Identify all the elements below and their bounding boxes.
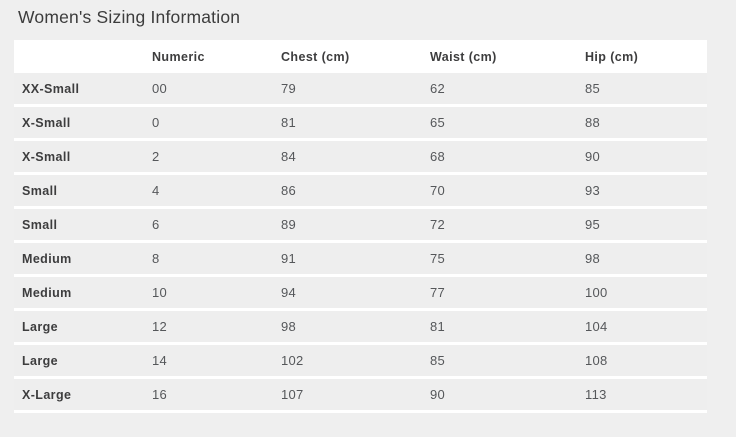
hip-cell: 100 bbox=[585, 285, 608, 300]
waist-cell: 72 bbox=[430, 217, 446, 232]
numeric-cell: 8 bbox=[152, 251, 160, 266]
size-label-cell: Large bbox=[22, 319, 59, 334]
waist-cell: 70 bbox=[430, 183, 446, 198]
table-row bbox=[14, 175, 707, 209]
size-label-cell: X-Large bbox=[22, 387, 72, 402]
hip-cell: 85 bbox=[585, 81, 601, 96]
numeric-cell: 16 bbox=[152, 387, 168, 402]
numeric-cell: 0 bbox=[152, 115, 160, 130]
table-row bbox=[14, 277, 707, 311]
table-row bbox=[14, 311, 707, 345]
table-row bbox=[14, 107, 707, 141]
header-cell-waist: Waist (cm) bbox=[430, 49, 497, 64]
chest-cell: 94 bbox=[281, 285, 297, 300]
hip-cell: 88 bbox=[585, 115, 601, 130]
numeric-cell: 14 bbox=[152, 353, 168, 368]
size-label-cell: XX-Small bbox=[22, 81, 80, 96]
table-header-row bbox=[14, 40, 707, 73]
size-label-cell: Small bbox=[22, 183, 58, 198]
hip-cell: 93 bbox=[585, 183, 601, 198]
hip-cell: 90 bbox=[585, 149, 601, 164]
table-row bbox=[14, 73, 707, 107]
numeric-cell: 2 bbox=[152, 149, 160, 164]
numeric-cell: 00 bbox=[152, 81, 168, 96]
size-label-cell: Large bbox=[22, 353, 59, 368]
size-label-cell: X-Small bbox=[22, 149, 71, 164]
size-label-cell: Medium bbox=[22, 251, 72, 266]
numeric-cell: 6 bbox=[152, 217, 160, 232]
size-label-cell: X-Small bbox=[22, 115, 71, 130]
chest-cell: 91 bbox=[281, 251, 297, 266]
table-row bbox=[14, 379, 707, 413]
chest-cell: 84 bbox=[281, 149, 297, 164]
waist-cell: 62 bbox=[430, 81, 446, 96]
table-row bbox=[14, 345, 707, 379]
hip-cell: 98 bbox=[585, 251, 601, 266]
numeric-cell: 12 bbox=[152, 319, 168, 334]
size-label-cell: Small bbox=[22, 217, 58, 232]
numeric-cell: 10 bbox=[152, 285, 168, 300]
header-cell-numeric: Numeric bbox=[152, 49, 205, 64]
table-row bbox=[14, 141, 707, 175]
size-label-cell: Medium bbox=[22, 285, 72, 300]
waist-cell: 85 bbox=[430, 353, 446, 368]
header-cell-chest: Chest (cm) bbox=[281, 49, 350, 64]
table-row bbox=[14, 209, 707, 243]
waist-cell: 65 bbox=[430, 115, 446, 130]
table-body bbox=[14, 73, 707, 413]
chest-cell: 81 bbox=[281, 115, 297, 130]
table-row bbox=[14, 243, 707, 277]
chest-cell: 89 bbox=[281, 217, 297, 232]
waist-cell: 77 bbox=[430, 285, 446, 300]
waist-cell: 68 bbox=[430, 149, 446, 164]
chest-cell: 79 bbox=[281, 81, 297, 96]
hip-cell: 108 bbox=[585, 353, 608, 368]
hip-cell: 104 bbox=[585, 319, 608, 334]
waist-cell: 75 bbox=[430, 251, 446, 266]
sizing-table bbox=[14, 40, 707, 413]
header-cell-hip: Hip (cm) bbox=[585, 49, 639, 64]
numeric-cell: 4 bbox=[152, 183, 160, 198]
chest-cell: 86 bbox=[281, 183, 297, 198]
waist-cell: 90 bbox=[430, 387, 446, 402]
hip-cell: 95 bbox=[585, 217, 601, 232]
chest-cell: 98 bbox=[281, 319, 297, 334]
hip-cell: 113 bbox=[585, 387, 607, 402]
chest-cell: 107 bbox=[281, 387, 304, 402]
chest-cell: 102 bbox=[281, 353, 304, 368]
waist-cell: 81 bbox=[430, 319, 446, 334]
page-title: Women's Sizing Information bbox=[18, 7, 241, 27]
